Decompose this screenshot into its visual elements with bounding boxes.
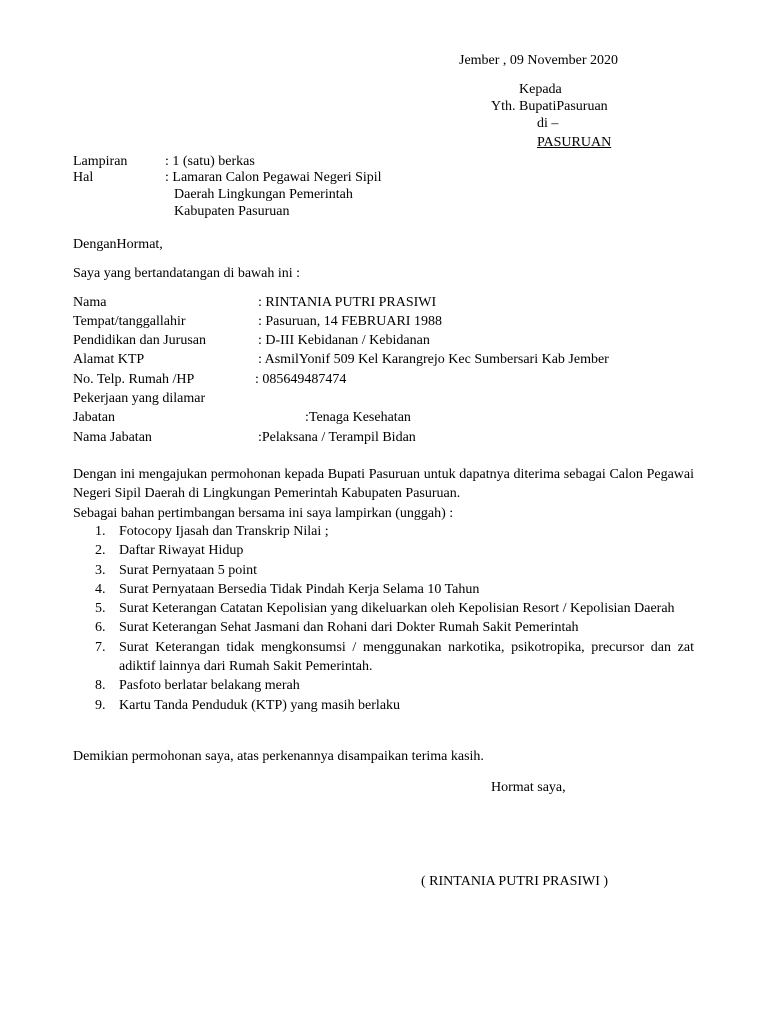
identity-label: Nama Jabatan — [73, 430, 152, 445]
list-item — [73, 676, 694, 695]
list-text: Surat Keterangan Sehat Jasmani dan Rohani dari Dokter Rumah Sakit Pemerintah — [119, 620, 579, 636]
regards-text: Hormat saya, — [491, 780, 566, 795]
list-number: 9. — [95, 697, 106, 713]
list-text: Surat Keterangan tidak mengkonsumsi / menggunakan narkotika, psikotropika, precursor dan zat adiktif lainnya dari Rumah Sakit Pemerintah. — [119, 639, 694, 675]
list-number: 6. — [95, 620, 106, 636]
identity-value: : Pasuruan, 14 FEBRUARI 1988 — [258, 314, 442, 329]
hal-line-2: Daerah Lingkungan Pemerintah — [174, 187, 353, 202]
attachments-intro: Sebagai bahan pertimbangan bersama ini saya lampirkan (unggah) : — [73, 506, 454, 521]
list-number: 3. — [95, 562, 106, 578]
list-number: 1. — [95, 524, 106, 539]
identity-label: Pekerjaan yang dilamar — [73, 391, 206, 406]
letter-date: Jember , 09 November 2020 — [459, 53, 619, 68]
identity-value: : AsmilYonif 509 Kel Karangrejo Kec Sumbersari Kab Jember — [258, 352, 609, 367]
identity-value: :Pelaksana / Terampil Bidan — [258, 430, 416, 445]
identity-value: : 085649487474 — [255, 372, 347, 387]
list-item — [73, 618, 694, 637]
list-item — [73, 638, 694, 677]
body-paragraph: Dengan ini mengajukan permohonan kepada Bupati Pasuruan untuk dapatnya diterima sebagai Calon Pegawai Negeri Sipil Daerah di Lingkungan Pemerintah Kabupaten Pasuruan. — [73, 467, 694, 501]
list-number: 8. — [95, 678, 106, 694]
list-item — [73, 522, 694, 541]
list-item — [73, 599, 694, 618]
list-text: Pasfoto berlatar belakang merah — [119, 678, 300, 694]
recipient-name: Yth. BupatiPasuruan — [491, 99, 608, 114]
identity-label: Jabatan — [73, 410, 115, 425]
recipient-di: di – — [537, 116, 559, 131]
hal-line-1: : Lamaran Calon Pegawai Negeri Sipil — [165, 170, 382, 185]
list-text: Daftar Riwayat Hidup — [119, 543, 244, 559]
list-item — [73, 696, 694, 715]
list-number: 2. — [95, 543, 106, 559]
identity-value: : D-III Kebidanan / Kebidanan — [258, 333, 430, 348]
list-number: 7. — [95, 639, 106, 655]
identity-label: Alamat KTP — [73, 352, 145, 367]
recipient-kepada: Kepada — [519, 82, 562, 97]
list-item — [73, 561, 694, 580]
intro-text: Saya yang bertandatangan di bawah ini : — [73, 266, 301, 281]
hal-label: Hal — [73, 170, 94, 185]
list-text: Fotocopy Ijasah dan Transkrip Nilai ; — [119, 524, 329, 539]
list-text: Surat Keterangan Catatan Kepolisian yang dikeluarkan oleh Kepolisian Resort / Kepolisian Daerah — [119, 601, 675, 617]
list-text: Kartu Tanda Penduduk (KTP) yang masih berlaku — [119, 697, 401, 713]
identity-value: :Tenaga Kesehatan — [305, 410, 411, 425]
closing-text: Demikian permohonan saya, atas perkenannya disampaikan terima kasih. — [73, 749, 484, 764]
greeting: DenganHormat, — [73, 237, 163, 252]
list-number: 4. — [95, 581, 106, 597]
identity-label: Nama — [73, 295, 107, 310]
list-item — [73, 580, 694, 599]
lampiran-label: Lampiran — [73, 154, 128, 169]
identity-value: : RINTANIA PUTRI PRASIWI — [258, 295, 437, 310]
lampiran-value: : 1 (satu) berkas — [165, 154, 255, 169]
signature-name: ( RINTANIA PUTRI PRASIWI ) — [421, 874, 609, 889]
hal-line-3: Kabupaten Pasuruan — [174, 204, 290, 219]
list-text: Surat Pernyataan 5 point — [119, 562, 258, 578]
identity-label: Pendidikan dan Jurusan — [73, 333, 206, 348]
identity-label: No. Telp. Rumah /HP — [73, 372, 195, 387]
identity-label: Tempat/tanggallahir — [73, 314, 186, 329]
list-item — [73, 541, 694, 560]
list-text: Surat Pernyataan Bersedia Tidak Pindah Kerja Selama 10 Tahun — [119, 581, 480, 597]
attachments-list — [73, 522, 694, 715]
recipient-city: PASURUAN — [537, 135, 612, 150]
list-number: 5. — [95, 601, 106, 617]
